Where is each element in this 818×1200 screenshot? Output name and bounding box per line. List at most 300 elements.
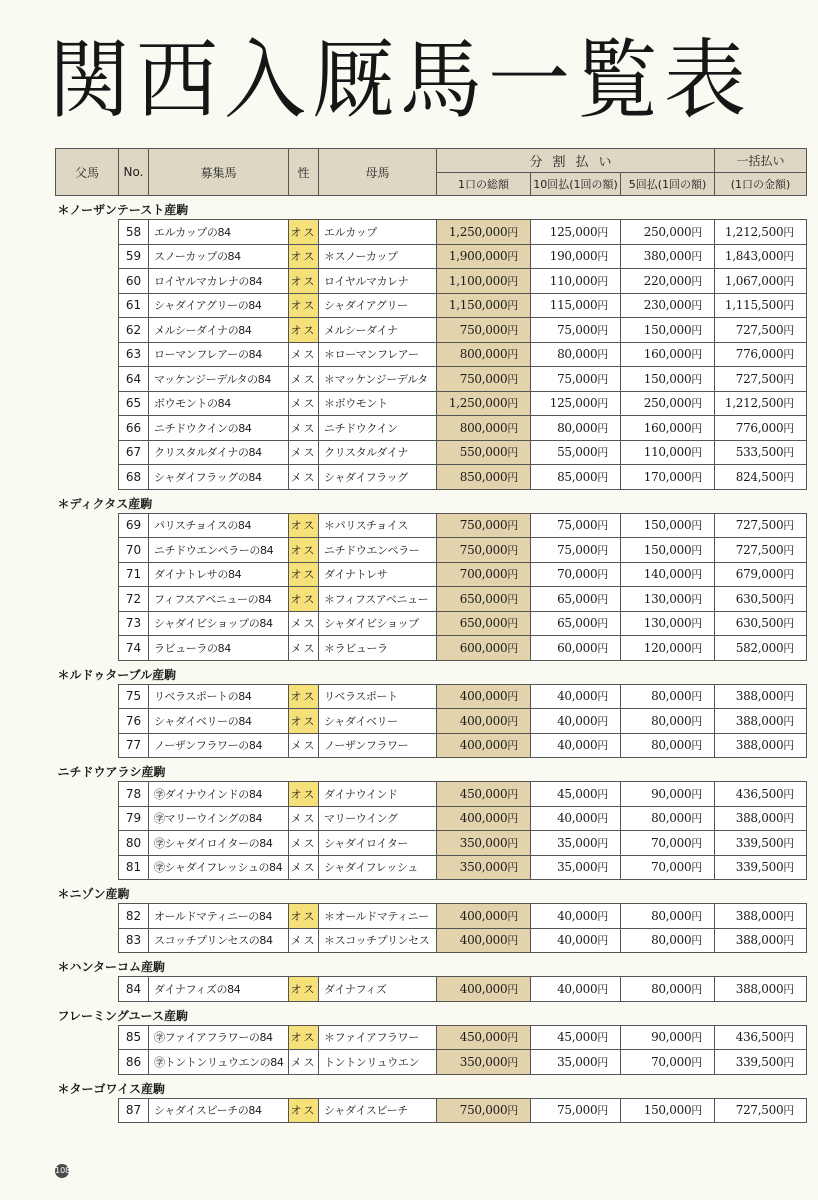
yen-unit: 円	[783, 836, 794, 850]
yen-unit: 円	[783, 323, 794, 337]
amount-value: 630,500	[735, 616, 784, 631]
cell-sex: オス	[289, 1025, 319, 1050]
yen-unit: 円	[597, 446, 608, 460]
yen-unit: 円	[597, 617, 608, 631]
amount-value: 80,000	[651, 981, 692, 996]
yen-unit: 円	[691, 934, 702, 948]
cell-total	[437, 416, 531, 441]
amount-value: 90,000	[651, 1030, 692, 1045]
cell-five-payment	[621, 587, 715, 612]
cell-total	[437, 244, 531, 269]
yen-unit: 円	[691, 568, 702, 582]
cell-no: 70	[119, 538, 149, 563]
cell-horse-name: ニチドウエンペラーの84	[149, 538, 289, 563]
amount-value: 90,000	[651, 786, 692, 801]
yen-unit: 円	[507, 909, 518, 923]
header-sex: 性	[289, 149, 319, 196]
yen-unit: 円	[507, 1055, 518, 1069]
yen-unit: 円	[507, 617, 518, 631]
cell-dam: シャダイフレッシュ	[319, 855, 437, 880]
sire-section-row	[56, 489, 807, 513]
cell-dam: ＊ファイアフラワー	[319, 1025, 437, 1050]
amount-value: 1,843,000	[724, 249, 784, 264]
amount-value: 824,500	[735, 469, 784, 484]
cell-horse-name: スノーカップの84	[149, 244, 289, 269]
yen-unit: 円	[597, 909, 608, 923]
cell-total	[437, 367, 531, 392]
yen-unit: 円	[597, 519, 608, 533]
cell-horse-name: クリスタルダイナの84	[149, 440, 289, 465]
sire-section-heading: ニチドウアラシ産駒	[57, 765, 166, 779]
amount-value: 750,000	[459, 518, 508, 533]
cell-sex: オス	[289, 220, 319, 245]
cell-ten-payment	[531, 391, 621, 416]
yen-unit: 円	[507, 714, 518, 728]
cell-no: 58	[119, 220, 149, 245]
table-row	[56, 782, 807, 807]
table-row	[56, 293, 807, 318]
cell-ten-payment	[531, 220, 621, 245]
yen-unit: 円	[597, 787, 608, 801]
cell-horse-name: ㊫マリーウイングの84	[149, 806, 289, 831]
amount-value: 80,000	[651, 933, 692, 948]
cell-total	[437, 636, 531, 661]
sire-spacer-cell	[56, 293, 119, 318]
yen-unit: 円	[507, 397, 518, 411]
cell-total	[437, 1050, 531, 1075]
cell-total	[437, 782, 531, 807]
sire-spacer-cell	[56, 391, 119, 416]
yen-unit: 円	[597, 568, 608, 582]
amount-value: 400,000	[459, 908, 508, 923]
amount-value: 40,000	[557, 981, 598, 996]
cell-total	[437, 269, 531, 294]
yen-unit: 円	[507, 690, 518, 704]
sire-spacer-cell	[56, 538, 119, 563]
amount-value: 65,000	[557, 616, 598, 631]
amount-value: 60,000	[557, 640, 598, 655]
cell-no: 84	[119, 977, 149, 1002]
sire-section-row	[56, 880, 807, 904]
table-row	[56, 538, 807, 563]
yen-unit: 円	[783, 690, 794, 704]
yen-unit: 円	[507, 861, 518, 875]
cell-total	[437, 684, 531, 709]
yen-unit: 円	[691, 641, 702, 655]
table-row	[56, 587, 807, 612]
amount-value: 400,000	[459, 689, 508, 704]
cell-lump-sum	[715, 367, 807, 392]
yen-unit: 円	[597, 641, 608, 655]
cell-total	[437, 1098, 531, 1123]
yen-unit: 円	[597, 690, 608, 704]
horse-list-table-wrapper	[55, 148, 807, 1123]
cell-ten-payment	[531, 587, 621, 612]
amount-value: 727,500	[735, 518, 784, 533]
yen-unit: 円	[691, 836, 702, 850]
amount-value: 45,000	[557, 1030, 598, 1045]
sire-section-row	[56, 660, 807, 684]
cell-ten-payment	[531, 904, 621, 929]
cell-ten-payment	[531, 611, 621, 636]
cell-dam: シャダイロイター	[319, 831, 437, 856]
yen-unit: 円	[783, 348, 794, 362]
yen-unit: 円	[597, 714, 608, 728]
yen-unit: 円	[691, 421, 702, 435]
amount-value: 350,000	[459, 860, 508, 875]
cell-no: 81	[119, 855, 149, 880]
sire-spacer-cell	[56, 855, 119, 880]
cell-dam: シャダイベリー	[319, 709, 437, 734]
yen-unit: 円	[691, 787, 702, 801]
yen-unit: 円	[783, 274, 794, 288]
amount-value: 75,000	[557, 371, 598, 386]
amount-value: 35,000	[557, 1054, 598, 1069]
amount-value: 130,000	[643, 591, 692, 606]
cell-horse-name: ロイヤルマカレナの84	[149, 269, 289, 294]
cell-horse-name: ㊫トントンリュウエンの84	[149, 1050, 289, 1075]
cell-sex: オス	[289, 782, 319, 807]
yen-unit: 円	[691, 446, 702, 460]
yen-unit: 円	[783, 934, 794, 948]
table-row	[56, 465, 807, 490]
amount-value: 388,000	[735, 908, 784, 923]
table-row	[56, 806, 807, 831]
amount-value: 80,000	[651, 811, 692, 826]
amount-value: 190,000	[549, 249, 598, 264]
table-row	[56, 367, 807, 392]
table-row	[56, 244, 807, 269]
amount-value: 800,000	[459, 347, 508, 362]
sire-section-heading: ＊ルドゥターブル産駒	[57, 667, 177, 682]
table-row	[56, 269, 807, 294]
cell-dam: シャダイアグリー	[319, 293, 437, 318]
amount-value: 436,500	[735, 786, 784, 801]
sire-spacer-cell	[56, 367, 119, 392]
sire-section-heading: ＊ハンターコム産駒	[57, 960, 166, 974]
amount-value: 80,000	[651, 738, 692, 753]
amount-value: 550,000	[459, 445, 508, 460]
yen-unit: 円	[597, 421, 608, 435]
cell-ten-payment	[531, 342, 621, 367]
yen-unit: 円	[691, 909, 702, 923]
cell-no: 75	[119, 684, 149, 709]
cell-dam: ダイナウインド	[319, 782, 437, 807]
cell-sex: オス	[289, 538, 319, 563]
yen-unit: 円	[507, 323, 518, 337]
cell-sex: メス	[289, 342, 319, 367]
cell-five-payment	[621, 416, 715, 441]
cell-ten-payment	[531, 367, 621, 392]
cell-five-payment	[621, 904, 715, 929]
yen-unit: 円	[597, 1031, 608, 1045]
sire-section-heading: フレーミングユース産駒	[57, 1008, 188, 1023]
sire-spacer-cell	[56, 709, 119, 734]
cell-dam: エルカップ	[319, 220, 437, 245]
cell-lump-sum	[715, 1025, 807, 1050]
cell-total	[437, 562, 531, 587]
amount-value: 700,000	[459, 567, 508, 582]
yen-unit: 円	[597, 861, 608, 875]
amount-value: 1,115,500	[724, 298, 784, 313]
yen-unit: 円	[783, 446, 794, 460]
yen-unit: 円	[507, 274, 518, 288]
yen-unit: 円	[507, 299, 518, 313]
cell-lump-sum	[715, 684, 807, 709]
cell-horse-name: メルシーダイナの84	[149, 318, 289, 343]
yen-unit: 円	[691, 225, 702, 239]
yen-unit: 円	[783, 812, 794, 826]
table-header	[56, 149, 807, 196]
yen-unit: 円	[597, 543, 608, 557]
table-row	[56, 1025, 807, 1050]
amount-value: 110,000	[549, 273, 598, 288]
amount-value: 776,000	[735, 347, 784, 362]
cell-five-payment	[621, 562, 715, 587]
cell-lump-sum	[715, 1050, 807, 1075]
cell-dam: ＊スコッチプリンセス	[319, 928, 437, 953]
cell-total	[437, 391, 531, 416]
amount-value: 533,500	[735, 445, 784, 460]
cell-five-payment	[621, 538, 715, 563]
header-sire: 父馬	[56, 149, 119, 196]
cell-sex: オス	[289, 684, 319, 709]
cell-no: 76	[119, 709, 149, 734]
amount-value: 250,000	[643, 396, 692, 411]
yen-unit: 円	[691, 982, 702, 996]
header-five-payments: 5回払(1回の額)	[621, 173, 715, 196]
cell-dam: ニチドウクイン	[319, 416, 437, 441]
cell-total	[437, 831, 531, 856]
cell-ten-payment	[531, 928, 621, 953]
sire-spacer-cell	[56, 977, 119, 1002]
sire-spacer-cell	[56, 611, 119, 636]
cell-five-payment	[621, 293, 715, 318]
cell-dam: ニチドウエンペラー	[319, 538, 437, 563]
amount-value: 40,000	[557, 908, 598, 923]
cell-five-payment	[621, 244, 715, 269]
cell-five-payment	[621, 684, 715, 709]
amount-value: 727,500	[735, 371, 784, 386]
amount-value: 727,500	[735, 1103, 784, 1118]
amount-value: 380,000	[643, 249, 692, 264]
cell-total	[437, 318, 531, 343]
table-body	[56, 196, 807, 1123]
cell-sex: オス	[289, 513, 319, 538]
amount-value: 1,150,000	[448, 298, 508, 313]
sire-section-row	[56, 758, 807, 782]
yen-unit: 円	[507, 225, 518, 239]
cell-sex: オス	[289, 269, 319, 294]
yen-unit: 円	[597, 836, 608, 850]
table-row	[56, 636, 807, 661]
amount-value: 776,000	[735, 420, 784, 435]
sire-section-row	[56, 1001, 807, 1025]
header-dam: 母馬	[319, 149, 437, 196]
cell-total	[437, 465, 531, 490]
yen-unit: 円	[783, 617, 794, 631]
amount-value: 75,000	[557, 518, 598, 533]
cell-ten-payment	[531, 562, 621, 587]
yen-unit: 円	[597, 812, 608, 826]
cell-sex: メス	[289, 367, 319, 392]
cell-no: 68	[119, 465, 149, 490]
cell-lump-sum	[715, 465, 807, 490]
sire-spacer-cell	[56, 733, 119, 758]
amount-value: 150,000	[643, 542, 692, 557]
table-row	[56, 904, 807, 929]
cell-dam: ダイナフィズ	[319, 977, 437, 1002]
header-total: 1口の総額	[437, 173, 531, 196]
cell-total	[437, 513, 531, 538]
cell-lump-sum	[715, 831, 807, 856]
amount-value: 115,000	[549, 298, 598, 313]
cell-lump-sum	[715, 269, 807, 294]
amount-value: 170,000	[643, 469, 692, 484]
cell-lump-sum	[715, 806, 807, 831]
cell-dam: リベラスポート	[319, 684, 437, 709]
sire-spacer-cell	[56, 416, 119, 441]
amount-value: 400,000	[459, 981, 508, 996]
cell-no: 85	[119, 1025, 149, 1050]
yen-unit: 円	[507, 348, 518, 362]
yen-unit: 円	[783, 739, 794, 753]
cell-dam: クリスタルダイナ	[319, 440, 437, 465]
yen-unit: 円	[783, 519, 794, 533]
amount-value: 250,000	[643, 224, 692, 239]
amount-value: 750,000	[459, 1103, 508, 1118]
amount-value: 400,000	[459, 738, 508, 753]
amount-value: 150,000	[643, 1103, 692, 1118]
cell-sex: オス	[289, 709, 319, 734]
yen-unit: 円	[783, 1104, 794, 1118]
cell-total	[437, 538, 531, 563]
yen-unit: 円	[597, 934, 608, 948]
cell-no: 64	[119, 367, 149, 392]
yen-unit: 円	[507, 372, 518, 386]
yen-unit: 円	[507, 470, 518, 484]
cell-ten-payment	[531, 733, 621, 758]
sire-spacer-cell	[56, 831, 119, 856]
cell-no: 80	[119, 831, 149, 856]
table-row	[56, 220, 807, 245]
cell-lump-sum	[715, 1098, 807, 1123]
cell-lump-sum	[715, 440, 807, 465]
cell-five-payment	[621, 855, 715, 880]
amount-value: 85,000	[557, 469, 598, 484]
cell-total	[437, 611, 531, 636]
cell-no: 72	[119, 587, 149, 612]
cell-ten-payment	[531, 293, 621, 318]
yen-unit: 円	[597, 470, 608, 484]
cell-five-payment	[621, 440, 715, 465]
yen-unit: 円	[691, 714, 702, 728]
cell-sex: オス	[289, 977, 319, 1002]
cell-dam: ノーザンフラワー	[319, 733, 437, 758]
cell-no: 71	[119, 562, 149, 587]
cell-ten-payment	[531, 1025, 621, 1050]
cell-sex: メス	[289, 733, 319, 758]
amount-value: 125,000	[549, 224, 598, 239]
cell-no: 87	[119, 1098, 149, 1123]
amount-value: 339,500	[735, 1054, 784, 1069]
table-row	[56, 1050, 807, 1075]
amount-value: 339,500	[735, 835, 784, 850]
header-lump-sum-sub: (1口の金額)	[715, 173, 807, 196]
yen-unit: 円	[597, 323, 608, 337]
yen-unit: 円	[597, 982, 608, 996]
amount-value: 388,000	[735, 933, 784, 948]
yen-unit: 円	[783, 1055, 794, 1069]
cell-ten-payment	[531, 538, 621, 563]
cell-no: 66	[119, 416, 149, 441]
cell-total	[437, 709, 531, 734]
amount-value: 1,900,000	[448, 249, 508, 264]
cell-five-payment	[621, 709, 715, 734]
cell-ten-payment	[531, 244, 621, 269]
sire-spacer-cell	[56, 1098, 119, 1123]
amount-value: 130,000	[643, 616, 692, 631]
yen-unit: 円	[691, 397, 702, 411]
cell-no: 62	[119, 318, 149, 343]
amount-value: 630,500	[735, 591, 784, 606]
amount-value: 679,000	[735, 567, 784, 582]
cell-total	[437, 733, 531, 758]
yen-unit: 円	[507, 787, 518, 801]
yen-unit: 円	[597, 250, 608, 264]
amount-value: 40,000	[557, 689, 598, 704]
yen-unit: 円	[691, 274, 702, 288]
amount-value: 1,250,000	[448, 224, 508, 239]
amount-value: 600,000	[459, 640, 508, 655]
sire-section-row	[56, 953, 807, 977]
table-row	[56, 855, 807, 880]
cell-lump-sum	[715, 587, 807, 612]
cell-sex: オス	[289, 587, 319, 612]
sire-section-heading: ＊ディクタス産駒	[57, 496, 153, 511]
sire-spacer-cell	[56, 244, 119, 269]
header-horse: 募集馬	[149, 149, 289, 196]
cell-ten-payment	[531, 269, 621, 294]
amount-value: 80,000	[651, 689, 692, 704]
yen-unit: 円	[507, 543, 518, 557]
amount-value: 388,000	[735, 713, 784, 728]
yen-unit: 円	[783, 372, 794, 386]
table-row	[56, 562, 807, 587]
cell-sex: メス	[289, 831, 319, 856]
amount-value: 339,500	[735, 860, 784, 875]
amount-value: 75,000	[557, 542, 598, 557]
cell-horse-name: ㊫シャダイフレッシュの84	[149, 855, 289, 880]
cell-no: 77	[119, 733, 149, 758]
cell-sex: オス	[289, 1098, 319, 1123]
cell-five-payment	[621, 1050, 715, 1075]
cell-sex: メス	[289, 465, 319, 490]
cell-total	[437, 806, 531, 831]
cell-total	[437, 904, 531, 929]
amount-value: 850,000	[459, 469, 508, 484]
cell-five-payment	[621, 342, 715, 367]
cell-sex: オス	[289, 904, 319, 929]
cell-lump-sum	[715, 562, 807, 587]
yen-unit: 円	[783, 982, 794, 996]
cell-ten-payment	[531, 636, 621, 661]
cell-dam: ダイナトレサ	[319, 562, 437, 587]
yen-unit: 円	[691, 543, 702, 557]
cell-horse-name: ニチドウクインの84	[149, 416, 289, 441]
cell-no: 63	[119, 342, 149, 367]
yen-unit: 円	[783, 543, 794, 557]
